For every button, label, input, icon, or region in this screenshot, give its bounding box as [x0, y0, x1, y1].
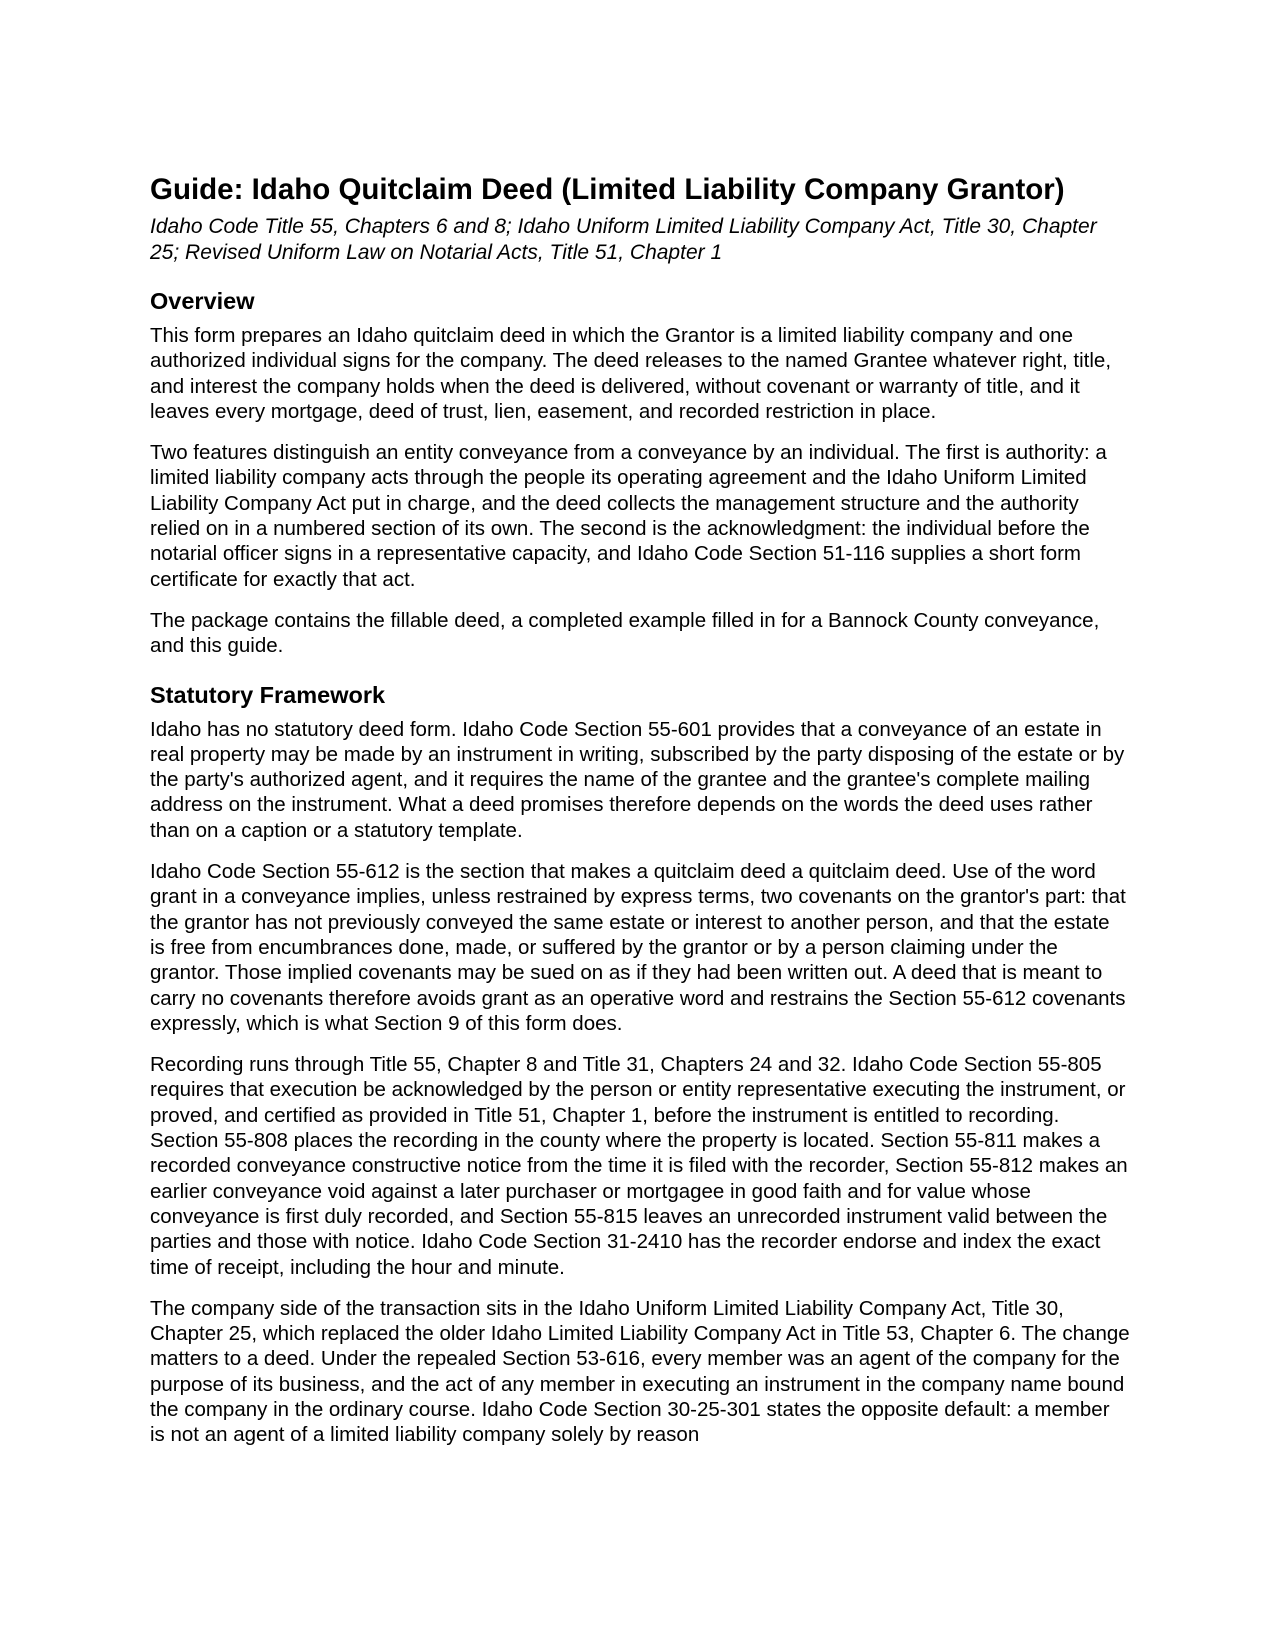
document-page	[150, 172, 1130, 1470]
paragraph: Idaho Code Section 55-612 is the section that makes a quitclaim deed a quitclaim deed. Use of the word grant in a conveyance implies, unless restrained by express terms, two covenants on the grantor's part: that the grantor has not previously conveyed the same estate or interest to another person, and that the estate is free from encumbrances done, made, or suffered by the grantor or by a person claiming under the grantor. Those implied covenants may be sued on as if they had been written out. A deed that is meant to carry no covenants therefore avoids grant as an operative word and restrains the Section 55-612 covenants expressly, which is what Section 9 of this form does.	[150, 860, 1126, 1035]
paragraph: This form prepares an Idaho quitclaim deed in which the Grantor is a limited liability company and one authorized individual signs for the company. The deed releases to the named Grantee whatever right, title, and interest the company holds when the deed is delivered, without covenant or warranty of title, and it leaves every mortgage, deed of trust, lien, easement, and recorded restriction in place.	[150, 324, 1112, 423]
paragraph: Recording runs through Title 55, Chapter 8 and Title 31, Chapters 24 and 32. Idaho Code Section 55-805 requires that execution be acknowledged by the person or entity representative executing the instrument, or proved, and certified as provided in Title 51, Chapter 1, before the instrument is entitled to recording. Section 55-808 places the recording in the county where the property is located. Section 55-811 makes a recorded conveyance constructive notice from the time it is filed with the recorder, Section 55-812 makes an earlier conveyance void against a later purchaser or mortgagee in good faith and for value whose conveyance is first duly recorded, and Section 55-815 leaves an unrecorded instrument valid between the parties and those with notice. Idaho Code Section 31-2410 has the recorder endorse and index the exact time of receipt, including the hour and minute.	[150, 1053, 1128, 1279]
paragraph: Two features distinguish an entity conveyance from a conveyance by an individual. The first is authority: a limited liability company acts through the people its operating agreement and the Idaho Uniform Limited Liability Company Act put in charge, and the deed collects the management structure and the authority relied on in a numbered section of its own. The second is the acknowledgment: the individual before the notarial officer signs in a representative capacity, and Idaho Code Section 51-116 supplies a short form certificate for exactly that act.	[150, 441, 1107, 591]
section-statutory-framework	[150, 681, 1130, 1448]
paragraph: The company side of the transaction sits in the Idaho Uniform Limited Liability Company Act, Title 30, Chapter 25, which replaced the older Idaho Limited Liability Company Act in Title 53, Chapter 6. The change matters to a deed. Under the repealed Section 53-616, every member was an agent of the company for the purpose of its business, and the act of any member in executing an instrument in the company name bound the company in the ordinary course. Idaho Code Section 30-25-301 states the opposite default: a member is not an agent of a limited liability company solely by reason	[150, 1296, 1130, 1447]
paragraph: The package contains the fillable deed, a completed example filled in for a Bannock County conveyance, and this guide.	[150, 608, 1100, 658]
paragraph: Idaho has no statutory deed form. Idaho Code Section 55-601 provides that a conveyance of an estate in real property may be made by an instrument in writing, subscribed by the party disposing of the estate or by the party's authorized agent, and it requires the name of the grantee and the grantee's complete mailing address on the instrument. What a deed promises therefore depends on the words the deed uses rather than on a caption or a statutory template.	[150, 717, 1125, 842]
section-heading: Overview	[150, 288, 255, 314]
document-subtitle: Idaho Code Title 55, Chapters 6 and 8; Idaho Uniform Limited Liability Company Act, Title 30, Chapter 25; Revised Uniform Law on Notarial Acts, Title 51, Chapter 1	[150, 215, 1097, 264]
document-title: Guide: Idaho Quitclaim Deed (Limited Liability Company Grantor)	[150, 173, 1065, 206]
section-heading: Statutory Framework	[150, 681, 386, 708]
section-overview	[150, 287, 1130, 659]
